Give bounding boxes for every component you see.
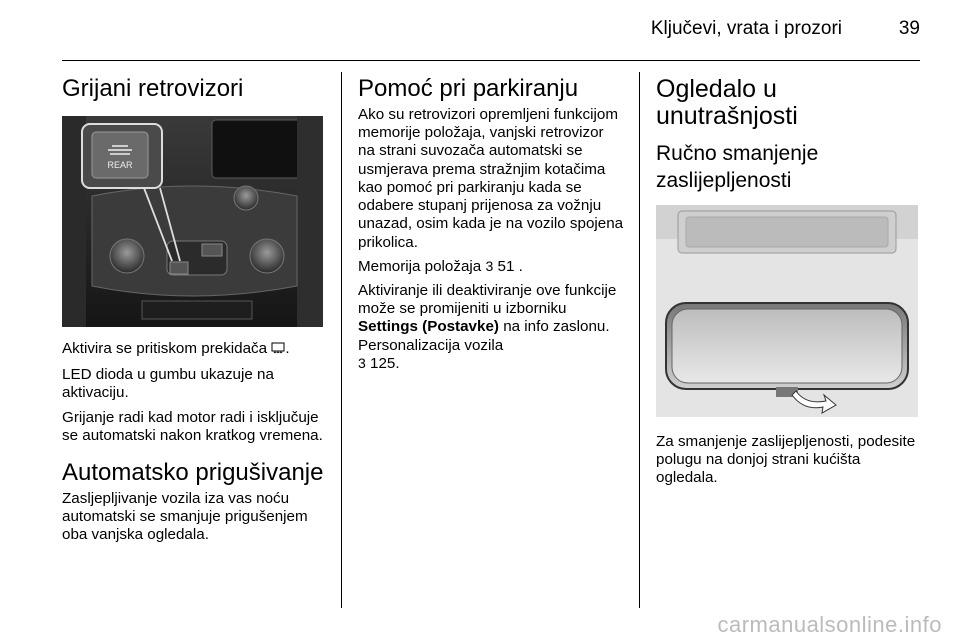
interior-mirror-drawing — [656, 205, 918, 417]
dashboard-console-image — [62, 116, 323, 327]
page-ref-51[interactable]: 51 — [497, 257, 515, 275]
paragraph-auto-dimming: Zasljepljivanje vozila iza vas noću automatski se smanjuje prigušenjem oba vanjska ogledala. — [62, 489, 308, 544]
section-heading-heated-mirrors: Grijani retrovizori — [62, 75, 244, 102]
page-number: 39 — [898, 18, 920, 39]
dashboard-console-drawing — [62, 116, 323, 327]
column-divider-2 — [639, 72, 640, 608]
section-heading-interior-mirror: Ogledalo u unutrašnjosti — [656, 75, 798, 130]
page-header — [62, 10, 920, 54]
subheading-manual-dimming: Ručno smanjenje zaslijepljenosti — [656, 142, 819, 193]
interior-mirror-image — [656, 205, 918, 417]
chapter-title: Ključevi, vrata i prozori — [650, 18, 842, 39]
page-ref-125[interactable]: 125 — [370, 354, 396, 372]
paragraph-activation: Aktivira se pritiskom prekidača . — [62, 340, 326, 360]
paragraph-heating: Grijanje radi kad motor radi i isključuje se automatski nakon kratkog vremena. — [62, 408, 323, 444]
column-interior-mirror — [656, 72, 920, 487]
section-heading-auto-dimming: Automatsko prigušivanje — [62, 459, 324, 487]
rear-button-label: REAR — [107, 159, 133, 170]
column-parking-assist — [358, 72, 624, 373]
watermark: carmanualsonline.info — [717, 612, 942, 637]
rear-defrost-icon — [271, 341, 285, 360]
section-heading-parking-assist: Pomoć pri parkiranju — [358, 75, 579, 102]
paragraph-settings-menu: Aktiviranje ili deaktiviranje ove funkcije može se promijeniti u izborniku Settings (Postavke) na info zaslonu. Personalizacija vozila 3 125. — [358, 281, 617, 372]
reference-arrow-icon: 3 — [358, 354, 366, 371]
reference-arrow-icon: 3 — [485, 257, 494, 274]
column-heated-mirrors — [62, 72, 326, 545]
paragraph-parking-assist: Ako su retrovizori opremljeni funkcijom memorije položaja, vanjski retrovizor na strani suvozača automatski se usmjerava prema stražnjim kotačima kao pomoć pri parkiranju kada se odabere stupanj prijenosa za vožnju unazad, osim kada je na vozilo spojena prikolica. — [358, 105, 624, 251]
paragraph-manual-dimming: Za smanjenje zaslijepljenosti, podesite polugu na donjoj strani kućišta ogledala. — [656, 432, 916, 487]
settings-menu-label: Settings (Postavke) — [358, 318, 499, 336]
header-divider — [62, 60, 920, 61]
paragraph-led: LED dioda u gumbu ukazuje na aktivaciju. — [62, 366, 274, 402]
column-divider-1 — [341, 72, 342, 608]
paragraph-memory-ref: Memorija položaja 3 51 . — [358, 257, 523, 275]
